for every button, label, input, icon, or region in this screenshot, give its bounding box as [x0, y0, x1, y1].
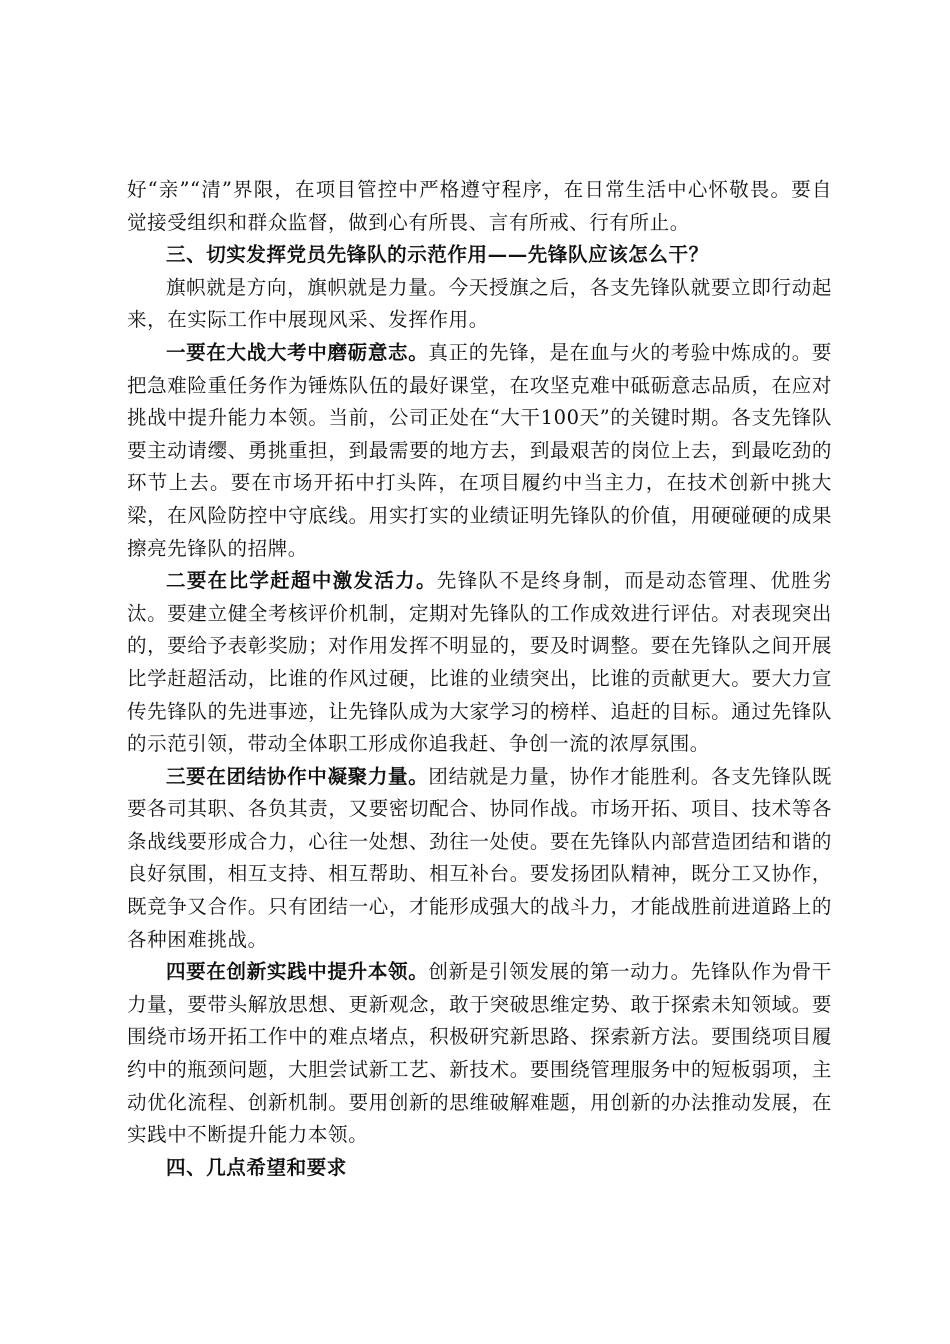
paragraph-intro [127, 272, 832, 337]
paragraph-text: 真正的先锋，是在血与火的考验中炼成的。要把急难险重任务作为锤炼队伍的最好课堂，在攻坚克难中砥砺意志品质，在应对挑战中提升能力本领。当前，公司正处在“大干100天”的关键时期。各支先锋队要主动请缨、勇挑重担，到最需要的地方去，到最艰苦的岗位上去，到最吃劲的环节上去。要在市场开拓中打头阵，在项目履约中当主力，在技术创新中挑大梁，在风险防控中守底线。用实打实的业绩证明先锋队的价值，用硬碰硬的成果擦亮先锋队的招牌。 [127, 340, 832, 560]
paragraph-lead: 一要在大战大考中磨砺意志。 [166, 340, 429, 364]
paragraph-lead: 三要在团结协作中凝聚力量。 [166, 764, 429, 788]
paragraph-point-2 [127, 565, 832, 761]
paragraph-point-3 [127, 761, 832, 957]
section-heading-3 [127, 239, 832, 272]
paragraph-text: 旗帜就是方向，旗帜就是力量。今天授旗之后，各支先锋队就要立即行动起来，在实际工作中展现风采、发挥作用。 [127, 275, 832, 332]
paragraph-text: 团结就是力量，协作才能胜利。各支先锋队既要各司其职、各负其责，又要密切配合、协同作战。市场开拓、项目、技术等各条战线要形成合力，心往一处想、劲往一处使。要在先锋队内部营造团结和谐的良好氛围，相互支持、相互帮助、相互补台。要发扬团队精神，既分工又协作，既竞争又合作。只有团结一心，才能形成强大的战斗力，才能战胜前进道路上的各种困难挑战。 [127, 764, 832, 951]
heading-text: 四、几点希望和要求 [166, 1155, 347, 1179]
heading-text: 三、切实发挥党员先锋队的示范作用——先锋队应该怎么干？ [166, 243, 709, 267]
document-page [127, 174, 832, 1184]
paragraph-point-1 [127, 337, 832, 565]
paragraph-text: 好“亲”“清”界限，在项目管控中严格遵守程序，在日常生活中心怀敬畏。要自觉接受组织和群众监督，做到心有所畏、言有所戒、行有所止。 [127, 178, 832, 234]
paragraph-text: 先锋队不是终身制，而是动态管理、优胜劣汰。要建立健全考核评价机制，定期对先锋队的工作成效进行评估。对表现突出的，要给予表彰奖励；对作用发挥不明显的，要及时调整。要在先锋队之间开展比学赶超活动，比谁的作风过硬，比谁的业绩突出，比谁的贡献更大。要大力宣传先锋队的先进事迹，让先锋队成为大家学习的榜样、追赶的目标。通过先锋队的示范引领，带动全体职工形成你追我赶、争创一流的浓厚氛围。 [127, 569, 832, 756]
paragraph-point-4 [127, 956, 832, 1152]
paragraph-lead: 二要在比学赶超中激发活力。 [166, 569, 437, 593]
paragraph-text: 创新是引领发展的第一动力。先锋队作为骨干力量，要带头解放思想、更新观念，敢于突破思维定势、敢于探索未知领域。要围绕市场开拓工作中的难点堵点，积极研究新思路、探索新方法。要围绕项目履约中的瓶颈问题，大胆尝试新工艺、新技术。要围绕管理服务中的短板弱项，主动优化流程、创新机制。要用创新的思维破解难题，用创新的办法推动发展，在实践中不断提升能力本领。 [127, 960, 832, 1147]
paragraph-lead: 四要在创新实践中提升本领。 [166, 960, 429, 984]
section-heading-4 [127, 1152, 832, 1185]
paragraph-continuation [127, 174, 832, 239]
